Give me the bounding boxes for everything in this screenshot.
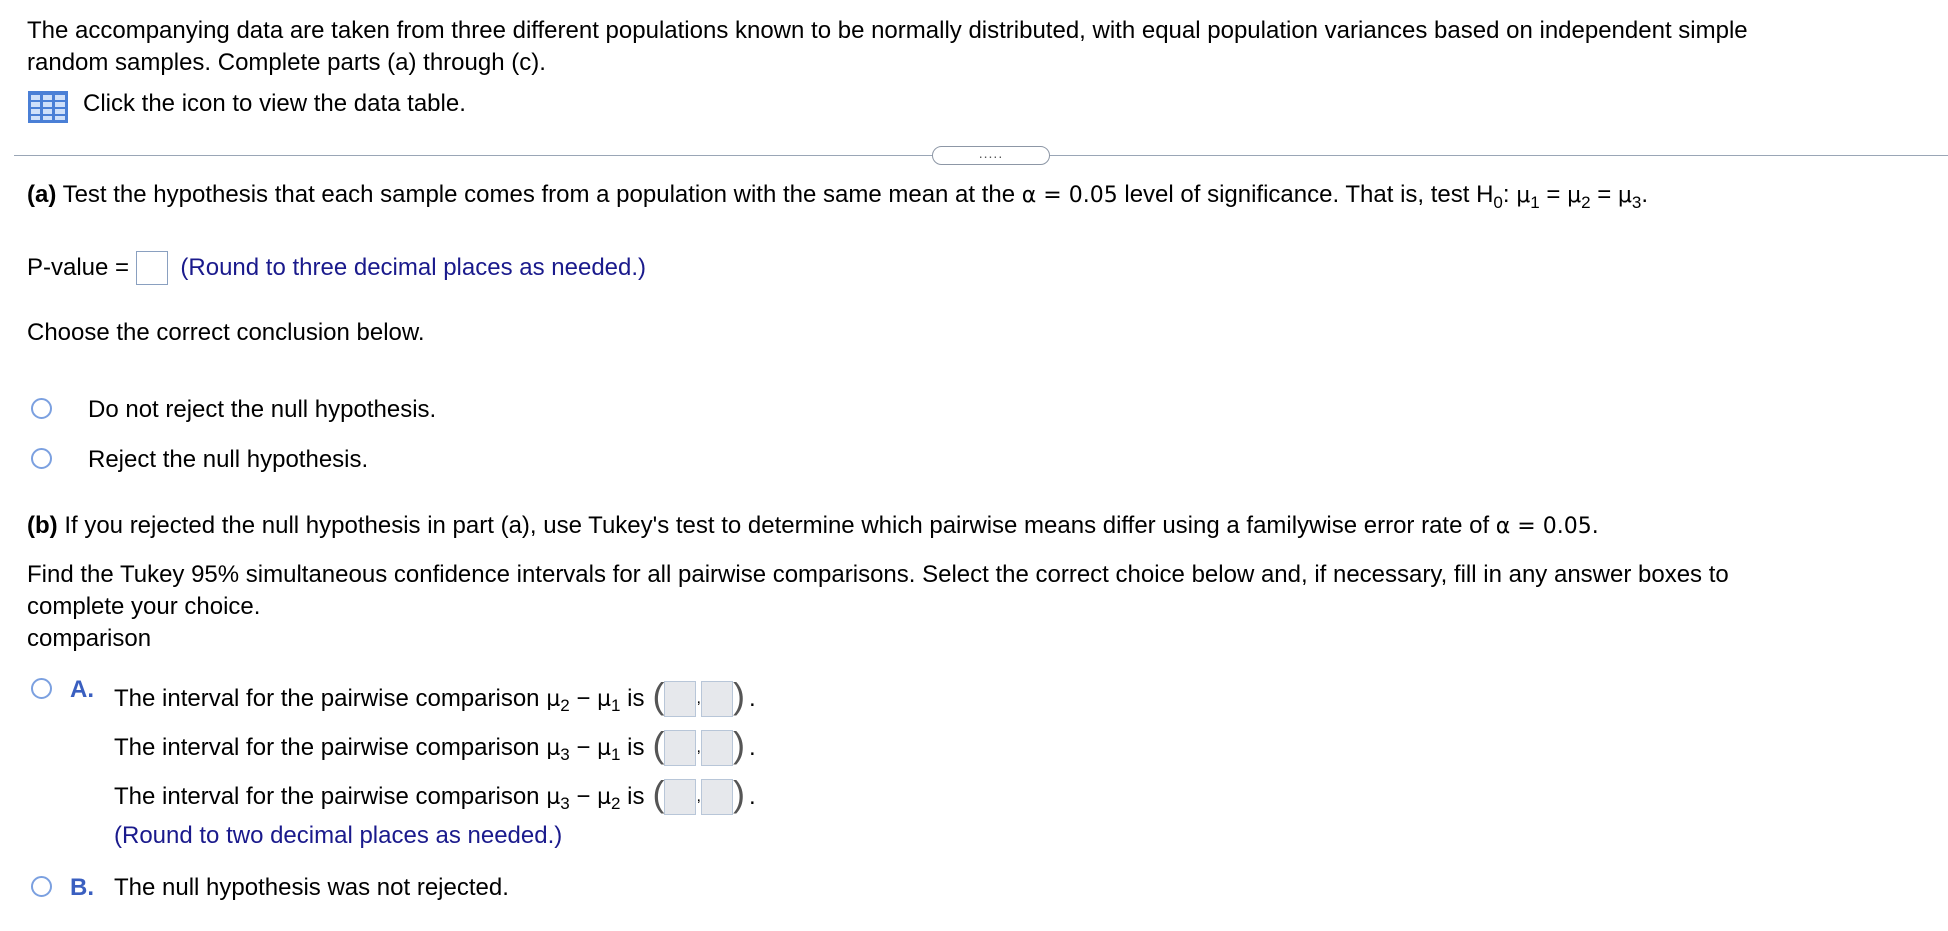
tukey-instr-1: Find the Tukey 95% simultaneous confidence intervals for all pairwise comparisons. Select the correct choice below and, if necessary, fill in any answer boxes to — [27, 561, 1729, 588]
interval-text: The interval for the pairwise comparison — [114, 783, 547, 810]
h-subscript: 0 — [1493, 193, 1503, 212]
eq-1: = — [1539, 181, 1568, 208]
radio-option-b[interactable] — [31, 876, 52, 897]
part-b-text: If you rejected the null hypothesis in part (a), use Tukey's test to determine which pairwise means differ using a familywise error rate of — [57, 512, 1496, 539]
interval-text: The interval for the pairwise comparison — [114, 734, 547, 761]
mu-sub-b: 1 — [611, 745, 621, 765]
mu: μ — [546, 686, 561, 712]
part-a-text-2: level of significance. That is, test H — [1117, 181, 1494, 208]
part-b-label: (b) — [27, 512, 58, 539]
paren-open: ( — [652, 675, 665, 716]
part-a-label: (a) — [27, 181, 57, 208]
paren-close: ) — [732, 675, 745, 716]
interval-2-lower-input[interactable] — [664, 730, 696, 766]
option-reject[interactable]: Reject the null hypothesis. — [88, 446, 369, 473]
interval-row-2 — [114, 724, 756, 769]
colon: : — [1502, 181, 1517, 208]
part-a-prompt — [27, 181, 1649, 212]
mu: μ — [546, 784, 561, 810]
hyp-period: . — [1641, 181, 1649, 208]
paren-close: ) — [732, 773, 745, 814]
paren-open: ( — [652, 724, 665, 765]
mu-sub-b: 2 — [611, 794, 621, 814]
pvalue-input[interactable] — [136, 251, 168, 285]
radio-reject[interactable] — [31, 448, 52, 469]
interval-1-upper-input[interactable] — [701, 681, 733, 717]
comma: , — [696, 690, 701, 707]
option-b-text[interactable]: The null hypothesis was not rejected. — [114, 874, 509, 901]
mu-1: μ — [1516, 183, 1531, 208]
radio-do-not-reject[interactable] — [31, 398, 52, 419]
comma: , — [696, 788, 701, 805]
period: . — [748, 734, 756, 761]
interval-2-upper-input[interactable] — [701, 730, 733, 766]
interval-3-upper-input[interactable] — [701, 779, 733, 815]
pvalue-hint: (Round to three decimal places as needed.) — [180, 254, 647, 281]
is-text: is — [620, 685, 645, 712]
option-do-not-reject[interactable]: Do not reject the null hypothesis. — [88, 396, 437, 423]
data-table-link[interactable]: Click the icon to view the data table. — [83, 90, 466, 117]
is-text: is — [620, 783, 645, 810]
mu-sub-a: 3 — [560, 794, 570, 814]
interval-text: The interval for the pairwise comparison — [114, 685, 547, 712]
mu-sub-a: 3 — [560, 745, 570, 765]
mu-2: μ — [1567, 183, 1582, 208]
tukey-instr-2: complete your choice. — [27, 593, 261, 620]
comma: , — [696, 739, 701, 756]
mu-3: μ — [1617, 183, 1632, 208]
period: . — [748, 685, 756, 712]
minus: − — [569, 734, 598, 761]
intro-line-1: The accompanying data are taken from three different populations known to be normally distributed, with equal population variances based on independent simple — [27, 17, 1748, 44]
option-b-letter[interactable]: B. — [70, 874, 94, 901]
option-a-letter[interactable]: A. — [70, 676, 94, 703]
conclusion-prompt: Choose the correct conclusion below. — [27, 319, 425, 346]
is-text: is — [620, 734, 645, 761]
tukey-instr-3: comparison — [27, 625, 152, 652]
alpha-value: α = 0.05 — [1021, 183, 1118, 208]
interval-row-3 — [114, 773, 756, 818]
interval-hint: (Round to two decimal places as needed.) — [114, 822, 563, 849]
part-a-text: Test the hypothesis that each sample comes from a population with the same mean at the — [56, 181, 1022, 208]
mu: μ — [597, 735, 612, 761]
interval-1-lower-input[interactable] — [664, 681, 696, 717]
alpha-familywise: α = 0.05. — [1495, 514, 1599, 539]
mu: μ — [597, 686, 612, 712]
minus: − — [569, 685, 598, 712]
mu-sub-a: 2 — [560, 696, 570, 716]
data-table-icon[interactable] — [28, 91, 68, 123]
mu: μ — [597, 784, 612, 810]
mu-3-sub: 3 — [1631, 193, 1642, 212]
interval-row-1 — [114, 675, 756, 720]
minus: − — [569, 783, 598, 810]
interval-3-lower-input[interactable] — [664, 779, 696, 815]
part-b-prompt — [27, 512, 1599, 540]
radio-option-a[interactable] — [31, 678, 52, 699]
eq-2: = — [1590, 181, 1618, 208]
paren-open: ( — [652, 773, 665, 814]
mu: μ — [546, 735, 561, 761]
resize-handle[interactable]: ..... — [932, 146, 1050, 165]
paren-close: ) — [732, 724, 745, 765]
intro-line-2: random samples. Complete parts (a) through (c). — [27, 49, 546, 76]
mu-1-sub: 1 — [1530, 193, 1540, 212]
pvalue-label: P-value = — [27, 254, 130, 281]
period: . — [748, 783, 756, 810]
mu-2-sub: 2 — [1581, 193, 1591, 212]
mu-sub-b: 1 — [611, 696, 621, 716]
pvalue-row — [27, 251, 646, 285]
